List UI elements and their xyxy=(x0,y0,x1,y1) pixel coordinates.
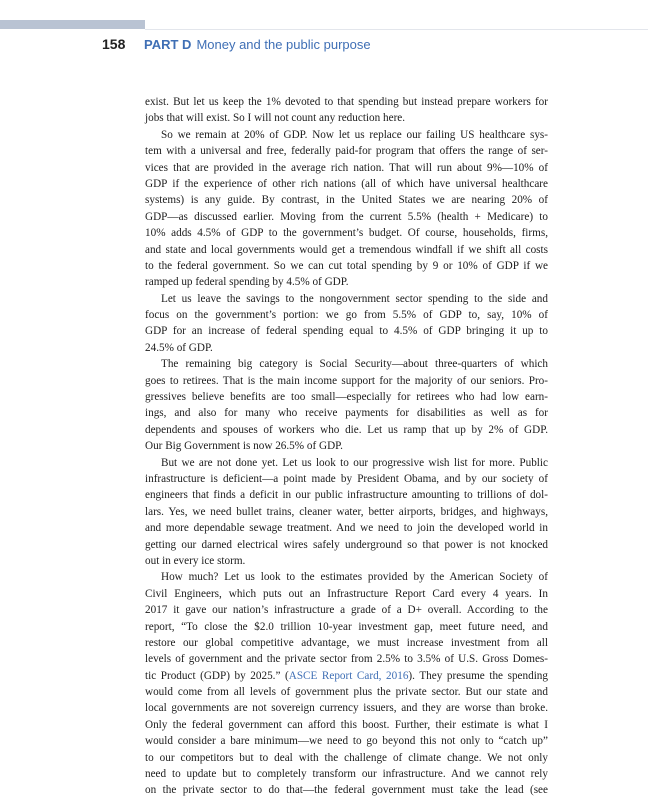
text-line: How much? Let us look to the estimates provided by the American Society of xyxy=(161,571,548,584)
text-line: 24.5% of GDP. xyxy=(145,341,213,354)
text-line: engineers that finds a deficit in our public infrastructure amounting to trillions of dol- xyxy=(145,489,548,502)
text-segment: tic Product (GDP) by 2025.” ( xyxy=(145,669,289,682)
text-line: But we are not done yet. Let us look to our progressive wish list for more. Public xyxy=(161,456,548,469)
text-line: levels of government and the private sector from 2.5% to 3.5% of U.S. Gross Domes- xyxy=(145,653,548,666)
text-line: Only the federal government can afford this boost. Further, their estimate is what I xyxy=(145,718,548,731)
text-line: and state and local governments would get a tremendous windfall if we shift all costs xyxy=(145,243,548,256)
text-line: would come from all levels of government plus the private sector. But our state and xyxy=(145,686,548,699)
text-line: exist. But let us keep the 1% devoted to that spending but instead prepare workers for xyxy=(145,96,548,108)
text-line: 10% adds 4.5% of GDP to the government’s budget. Of course, households, firms, xyxy=(145,227,548,240)
header-accent-bar xyxy=(0,20,145,29)
text-line: ramped up federal spending by 4.5% of GDP. xyxy=(145,276,349,289)
text-line: jobs that will exist. So I will not count any reduction here. xyxy=(145,112,406,125)
text-line: The remaining big category is Social Security—about three-quarters of which xyxy=(161,358,548,371)
running-header xyxy=(102,36,371,54)
text-line: vices that are provided in the average rich nation. That will run about 9%—10% of xyxy=(145,161,548,174)
part-title: Money and the public purpose xyxy=(196,37,371,52)
text-line: out in every ice storm. xyxy=(145,554,246,567)
text-line: local governments are not sovereign currency issuers, and they are worse than broke. xyxy=(145,702,548,715)
text-line xyxy=(145,668,548,684)
text-line: and more dependable sewage treatment. And we need to join the developed world in xyxy=(145,522,548,535)
text-line: on the private sector to do that—the federal government must take the lead (see xyxy=(145,784,548,797)
text-line: Let us leave the savings to the nongovernment sector spending to the side and xyxy=(161,292,548,305)
text-line: 2017 it gave our nation’s infrastructure a grade of a D+ overall. According to the xyxy=(145,604,548,617)
text-line: to the federal government. So we can cut total spending by 9 or 10% of GDP if we xyxy=(145,259,548,272)
part-label: PART D xyxy=(144,37,192,52)
text-line: to our competitors but to deal with the challenge of climate change. We not only xyxy=(145,751,548,764)
text-line: focus on the government’s portion: we go from 5.5% of GDP to, say, 10% of xyxy=(145,309,548,322)
text-line: goes to retirees. That is the main income support for the majority of our seniors. Pro- xyxy=(145,374,548,387)
text-line: tem with a universal and free, federally paid-for program that offers the range of ser- xyxy=(145,145,548,158)
text-line: gressives believe benefits are too small—especially for retirees who had low earn- xyxy=(145,391,548,404)
text-line: GDP—as discussed earlier. Moving from the current 5.5% (health + Medicare) to xyxy=(145,210,548,223)
text-line: lars. Yes, we need bullet trains, cleaner water, better airports, bridges, and highways, xyxy=(145,505,548,518)
text-line: getting our darned electrical wires safely underground so that power is not knocked xyxy=(145,538,548,551)
text-line: dependents and spouses of workers who die. Let us ramp that up by 2% of GDP. xyxy=(145,423,548,436)
text-line: systems) is any guide. By contrast, in the United States we are nearing 20% of xyxy=(145,194,548,207)
header-rule xyxy=(145,29,648,30)
text-line: infrastructure is deficient—a point made by President Obama, and by our society of xyxy=(145,472,548,485)
text-line: ings, and also for many who receive payments for disabilities as well as for xyxy=(145,407,548,420)
text-line: So we remain at 20% of GDP. Now let us replace our failing US healthcare sys- xyxy=(161,128,548,141)
text-line: would consider a bare minimum—we need to go beyond this not only to “catch up” xyxy=(145,735,548,748)
text-line: GDP for an increase of federal spending equal to 4.5% of GDP bringing it up to xyxy=(145,325,548,338)
text-line: need to update but to completely transform our infrastructure. And we cannot rely xyxy=(145,768,548,781)
page-number: 158 xyxy=(102,36,126,52)
text-line: restore our global competitive advantage, we must increase investment from all xyxy=(145,636,548,649)
citation-link[interactable]: ASCE Report Card, 2016 xyxy=(288,669,409,682)
text-line: report, “To close the $2.0 trillion 10-year investment gap, meet future need, and xyxy=(145,620,548,633)
text-line: Our Big Government is now 26.5% of GDP. xyxy=(145,440,343,453)
text-segment: ). They presume the spending xyxy=(408,669,548,682)
body-text xyxy=(145,94,548,799)
text-line: Civil Engineers, which puts out an Infrastructure Report Card every 4 years. In xyxy=(145,587,548,600)
text-line: GDP if the experience of other rich nations (all of which have universal healthcare xyxy=(145,177,548,190)
